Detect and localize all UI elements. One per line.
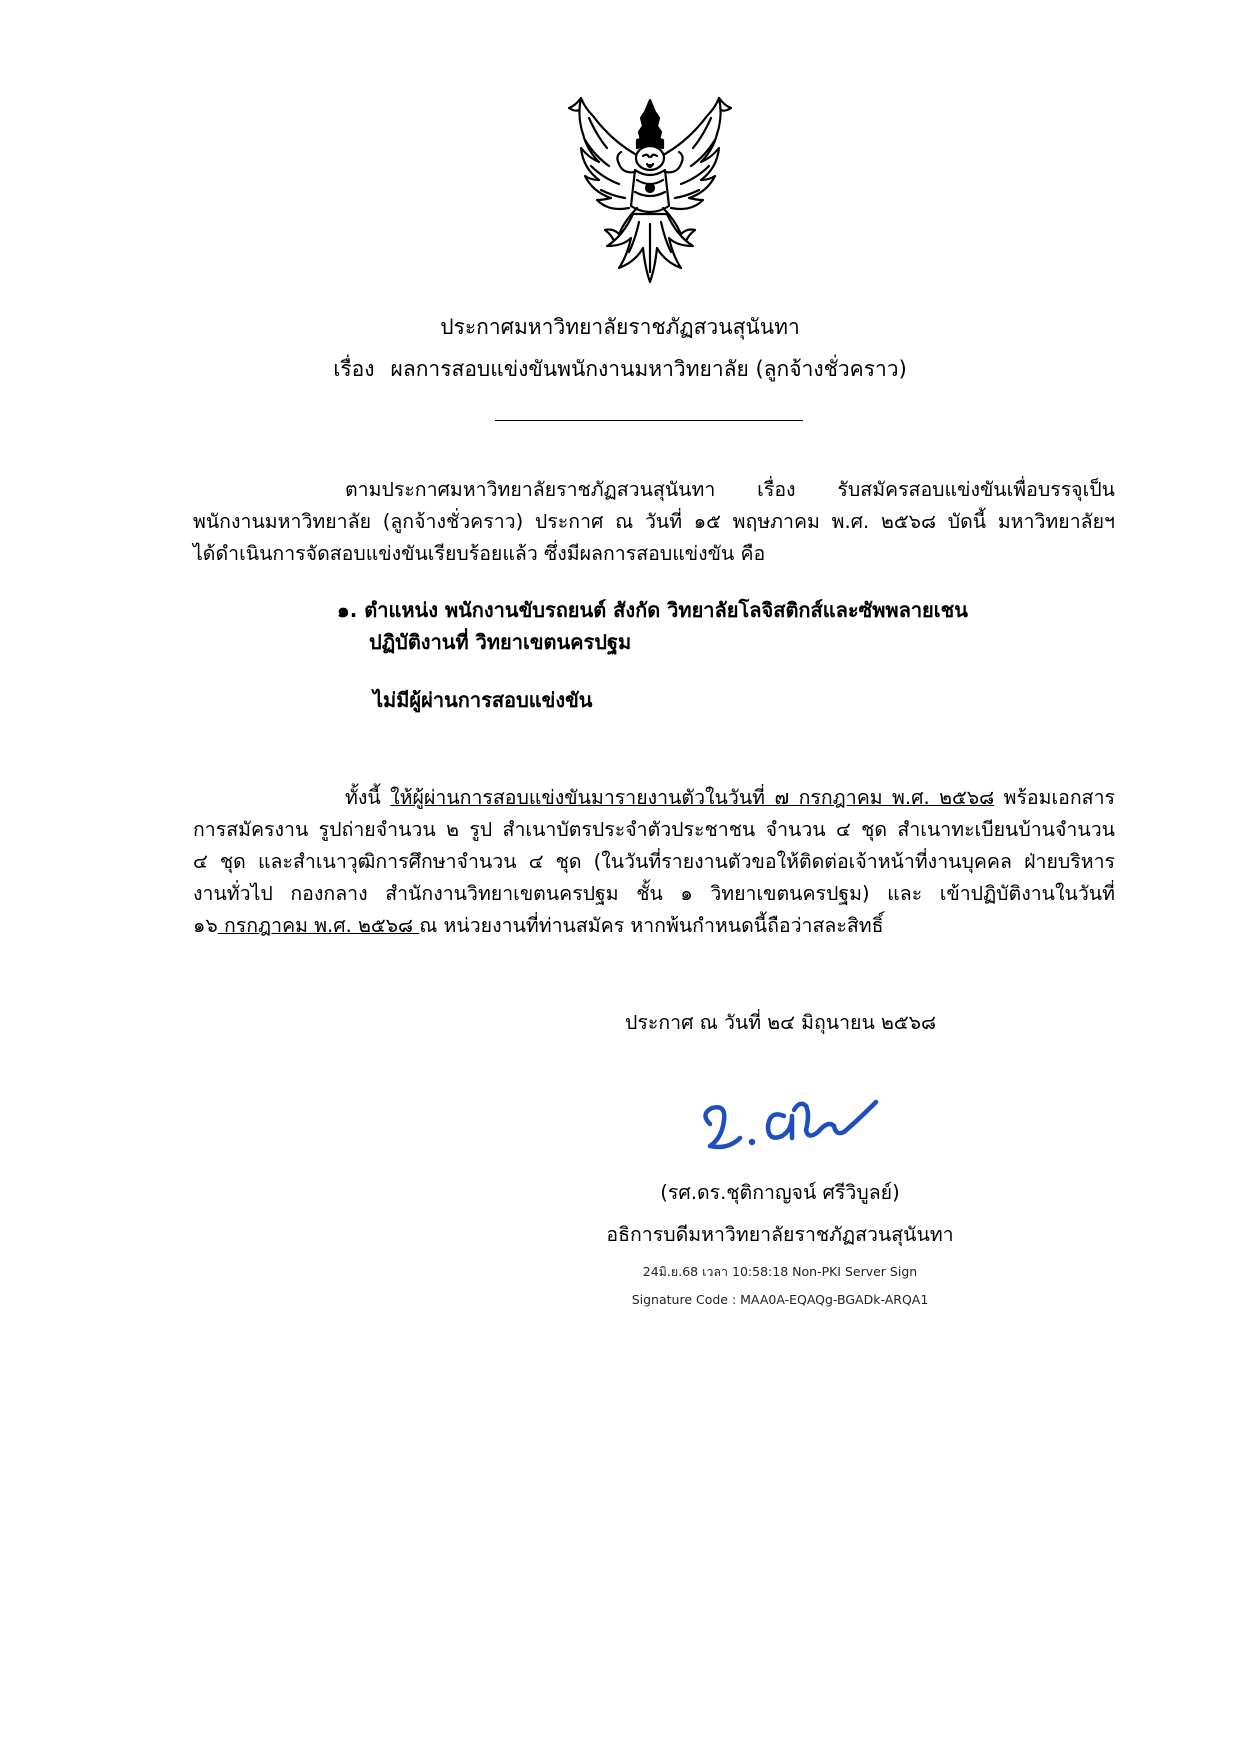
signature-code: Signature Code : MAA0A-EQAQg-BGADk-ARQA1 bbox=[631, 1292, 929, 1307]
signer-name: (รศ.ดร.ชุติกาญจน์ ศรีวิบูลย์) bbox=[660, 1181, 900, 1204]
start-date-underlined: กรกฎาคม พ.ศ. ๒๕๖๘ bbox=[217, 914, 420, 937]
report-line: การสมัครงาน รูปถ่ายจำนวน ๒ รูป สำเนาบัตรประจำตัวประชาชน จำนวน ๔ ชุด สำเนาทะเบียนบ้านจำนวน bbox=[193, 818, 1115, 841]
subject-label: เรื่อง bbox=[333, 357, 375, 381]
announcement-title: ประกาศมหาวิทยาลัยราชภัฏสวนสุนันทา bbox=[440, 315, 800, 339]
report-line: งานทั่วไป กองกลาง สำนักงานวิทยาเขตนครปฐม ชั้น ๑ วิทยาเขตนครปฐม) และ เข้าปฏิบัติงานในวันที่ bbox=[193, 882, 1115, 905]
report-text: ณ หน่วยงานที่ท่านสมัคร หากพ้นกำหนดนี้ถือว่าสละสิทธิ์ bbox=[419, 914, 884, 937]
signature-timestamp: 24มิ.ย.68 เวลา 10:58:18 Non-PKI Server Sign bbox=[642, 1264, 918, 1279]
announcement-subject bbox=[0, 354, 1240, 384]
exam-result: ไม่มีผู้ผ่านการสอบแข่งขัน bbox=[373, 688, 593, 712]
garuda-emblem-icon bbox=[563, 96, 737, 286]
intro-line: พนักงานมหาวิทยาลัย (ลูกจ้างชั่วคราว) ประกาศ ณ วันที่ ๑๕ พฤษภาคม พ.ศ. ๒๕๖๘ บัดนี้ มหาวิทยาลัยฯ bbox=[193, 510, 1115, 533]
report-line: ๔ ชุด และสำเนาวุฒิการศึกษาจำนวน ๔ ชุด (ในวันที่รายงานตัวขอให้ติดต่อเจ้าหน้าที่งานบุคคล ฝ่ายบริหาร bbox=[193, 850, 1115, 873]
report-line bbox=[193, 910, 1115, 942]
intro-line: ได้ดำเนินการจัดสอบแข่งขันเรียบร้อยแล้ว ซึ่งมีผลการสอบแข่งขัน คือ bbox=[193, 542, 766, 565]
announce-date: ประกาศ ณ วันที่ ๒๔ มิถุนายน ๒๕๖๘ bbox=[625, 1011, 937, 1034]
report-text: พร้อมเอกสาร bbox=[994, 786, 1116, 809]
report-line bbox=[193, 782, 1115, 814]
report-text: ทั้งนี้ bbox=[345, 786, 391, 809]
position-heading bbox=[337, 594, 1117, 658]
report-paragraph bbox=[193, 782, 1115, 942]
title-divider bbox=[495, 420, 803, 421]
intro-paragraph bbox=[193, 474, 1115, 570]
subject-text: ผลการสอบแข่งขันพนักงานมหาวิทยาลัย (ลูกจ้างชั่วคราว) bbox=[390, 357, 907, 381]
signature-image bbox=[688, 1080, 898, 1160]
position-location: ปฏิบัติงานที่ วิทยาเขตนครปฐม bbox=[369, 630, 632, 654]
report-date-underlined: ให้ผู้ผ่านการสอบแข่งขันมารายงานตัวในวันที่ ๗ กรกฎาคม พ.ศ. ๒๕๖๘ bbox=[390, 786, 995, 809]
report-text: ๑๖ bbox=[193, 914, 218, 937]
position-line: ๑. ตำแหน่ง พนักงานขับรถยนต์ สังกัด วิทยาลัยโลจิสติกส์และซัพพลายเชน bbox=[337, 598, 968, 622]
intro-line: ตามประกาศมหาวิทยาลัยราชภัฏสวนสุนันทา เรื่อง รับสมัครสอบแข่งขันเพื่อบรรจุเป็น bbox=[345, 478, 1115, 501]
signer-title: อธิการบดีมหาวิทยาลัยราชภัฏสวนสุนันทา bbox=[606, 1223, 954, 1246]
